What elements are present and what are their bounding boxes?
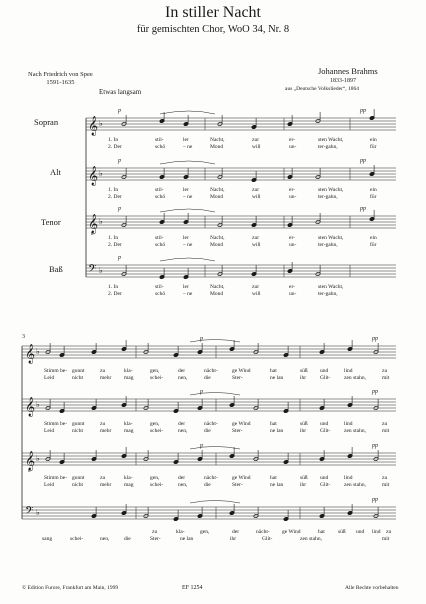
lyric-verse2: nen, [178,482,188,488]
poet-name: Nach Friedrich von Spee [28,71,93,78]
lyric-verse2: nen, [100,536,110,542]
page-subtitle: für gemischten Chor, WoO 34, Nr. 8 [136,24,290,35]
dynamic-p: p [118,108,121,114]
lyric-verse1: zu [100,421,106,427]
lyric-verse2: schö [155,194,166,200]
lyric-verse2: Mond [210,194,224,200]
dynamic-pp: pp [360,108,366,114]
lyric-verse2: ihr [230,536,237,542]
lyric-verse2: Ster- [232,482,243,488]
dynamic-p: p [118,255,121,261]
lyric-verse1: sten Wacht, [318,235,344,241]
lyric-verse1: der [178,421,186,427]
lyric-verse1: ge Wind [232,368,251,374]
lyric-verse1: hat [270,475,277,481]
lyric-verse2: ter-gahn, [318,194,338,200]
dynamic-pp: pp [372,336,378,342]
source-credit: aus „Deutsche Volkslieder“, 1864 [285,86,360,92]
dynamic-p: p [118,158,121,164]
system2-staff-treble-clef: 𝄞 [25,451,36,470]
dynamic-p: p [200,443,203,449]
lyric-verse2: ne lan [270,428,284,434]
lyric-verse1: der [232,529,240,535]
lyric-verse2: Mond [210,291,224,297]
lyric-verse2: die [204,482,211,488]
poet-dates: 1591-1635 [46,79,75,86]
system2-staff-flat: ♭ [36,347,40,356]
voice-label-alto: Alt [50,167,61,177]
hairpin-crescendo [160,111,215,114]
lyric-verse1: nächt- [256,529,270,535]
lyric-verse2: mehr [100,375,112,381]
lyric-verse1: ge Wind [232,421,251,427]
lyric-verse2: will [252,144,261,150]
lyric-verse2: Leid [44,428,55,434]
lyric-verse2: Glit- [320,482,331,488]
lyric-verse2: ihr [300,375,307,381]
lyric-verse2: schö [155,144,166,150]
lyric-verse2: un- [289,144,297,150]
lyric-verse2: die [204,375,211,381]
dynamic-pp: pp [372,497,378,503]
lyric-verse1: Nacht, [210,187,225,193]
lyric-verse2: will [252,194,261,200]
composer-dates: 1833-1897 [330,78,356,84]
lyric-verse1: zu [100,475,106,481]
voice-label-tenor: Tenor [41,217,61,227]
lyric-verse1: ler [183,235,189,241]
lyric-verse2: 2. Der [108,242,122,248]
hairpin-crescendo [190,340,240,343]
lyric-verse1: stil- [155,235,164,241]
lyric-verse2: schei- [70,536,84,542]
lyric-verse2: – ne [183,194,193,200]
lyric-verse1: gen, [150,368,160,374]
voice-label-bass: Baß [49,264,63,274]
lyric-verse2: für [370,194,377,200]
lyric-verse1: und [356,529,365,535]
lyric-verse1: süß [300,421,308,427]
lyric-verse2: die [124,536,131,542]
hairpin-crescendo [160,258,215,261]
lyric-verse1: sten Wacht, [318,187,344,193]
system1-staff-octave-mark: 8 [91,232,94,237]
system1-staff-flat: ♭ [99,217,103,226]
lyric-verse2: mehr [100,482,112,488]
dynamic-pp: pp [372,389,378,395]
lyric-verse2: ter-gahn, [318,144,338,150]
lyric-verse1: der [178,475,186,481]
lyric-verse2: nicht [72,482,83,488]
dynamic-p: p [118,206,121,212]
lyric-verse2: mit [382,375,390,381]
lyric-verse2: Mond [210,144,224,150]
lyric-verse1: zur [252,187,260,193]
system1-staff-treble-clef: 𝄞 [88,166,99,185]
lyric-verse1: ler [183,137,189,143]
lyric-verse1: lind [372,529,381,535]
system2-staff-flat: ♭ [36,508,40,517]
system1-staff-flat: ♭ [99,119,103,128]
lyric-verse1: sten Wacht, [318,284,344,290]
hairpin-crescendo [160,161,215,164]
lyric-verse2: nicht [72,375,83,381]
lyric-verse2: mit [382,428,390,434]
dynamic-pp: pp [372,443,378,449]
lyric-verse2: – ne [183,291,193,297]
dynamic-pp: pp [360,158,366,164]
lyric-verse2: nen, [178,428,188,434]
lyric-verse1: lind [344,368,353,374]
lyric-verse2: ter-gahn, [318,242,338,248]
lyric-verse2: schei- [150,482,164,488]
lyric-verse1: hat [270,421,277,427]
system1-staff-flat: ♭ [99,169,103,178]
lyric-verse2: Mond [210,242,224,248]
lyric-verse1: zu [382,475,388,481]
measure-number: 3 [22,334,25,340]
voice-label-soprano: Sopran [34,117,59,127]
lyric-verse1: ler [183,187,189,193]
system2-staff-treble-clef: 𝄞 [25,344,36,363]
lyric-verse1: zu [100,368,106,374]
lyric-verse2: schei- [150,375,164,381]
lyric-verse1: ein [370,187,377,193]
lyric-verse1: und [320,421,329,427]
lyric-verse2: ne lan [270,375,284,381]
plate-number: EF 1254 [182,585,203,591]
composer-name: Johannes Brahms [318,66,378,76]
lyric-verse1: lind [344,421,353,427]
lyric-verse1: gen, [150,421,160,427]
lyric-verse1: gen, [200,529,210,535]
lyric-verse1: er- [289,235,295,241]
lyric-verse1: Nacht, [210,235,225,241]
dynamic-pp: pp [360,206,366,212]
lyric-verse2: will [252,291,261,297]
lyric-verse2: die [204,428,211,434]
lyric-verse1: zu [382,421,388,427]
lyric-verse1: kla- [124,421,133,427]
lyric-verse2: will [252,242,261,248]
lyric-verse1: gunnt [72,368,85,374]
lyric-verse1: stil- [155,187,164,193]
lyric-verse2: sang [42,536,53,542]
lyric-verse1: zur [252,284,260,290]
hairpin-crescendo [190,501,240,504]
lyric-verse2: Ster- [232,375,243,381]
lyric-verse1: und [320,475,329,481]
lyric-verse1: kla- [124,475,133,481]
lyric-verse1: er- [289,137,295,143]
lyric-verse1: 1. In [108,235,119,241]
lyric-verse2: Leid [44,375,55,381]
lyric-verse2: Leid [44,482,55,488]
lyric-verse2: mag [124,482,134,488]
lyric-verse2: un- [289,242,297,248]
lyric-verse2: 2. Der [108,144,122,150]
lyric-verse2: Ster- [232,428,243,434]
system2-staff-octave-mark: 8 [28,469,31,474]
lyric-verse1: ler [183,284,189,290]
lyric-verse1: Stimm be- [44,421,68,427]
lyric-verse2: Glit- [320,428,331,434]
lyric-verse1: sten Wacht, [318,137,344,143]
lyric-verse1: er- [289,284,295,290]
lyric-verse1: kla- [124,368,133,374]
system2-staff-treble-clef: 𝄞 [25,397,36,416]
lyric-verse1: ein [370,235,377,241]
lyric-verse1: stil- [155,284,164,290]
lyric-verse2: zen stahn, [300,536,322,542]
lyric-verse2: Glit- [320,375,331,381]
lyric-verse2: ne lan [270,482,284,488]
lyric-verse1: er- [289,187,295,193]
lyric-verse2: un- [289,291,297,297]
system1-staff-treble-clef: 𝄞 [88,214,99,233]
lyric-verse2: zen stahn, [344,482,366,488]
lyric-verse1: hat [318,529,325,535]
lyric-verse1: stil- [155,137,164,143]
lyric-verse1: ge Wind [232,475,251,481]
lyric-verse1: Nacht, [210,137,225,143]
lyric-verse1: nächt- [204,421,218,427]
lyric-verse1: nächt- [204,475,218,481]
lyric-verse2: Ster- [150,536,161,542]
lyric-verse1: kla- [176,529,185,535]
lyric-verse1: ein [370,137,377,143]
lyric-verse2: schö [155,291,166,297]
lyric-verse2: zen stahn, [344,428,366,434]
lyric-verse1: 1. In [108,284,119,290]
lyric-verse2: zen stahn, [344,375,366,381]
lyric-verse1: zu [152,529,158,535]
lyric-verse2: mag [124,428,134,434]
lyric-verse1: zur [252,137,260,143]
system2-staff-flat: ♭ [36,454,40,463]
lyric-verse2: – ne [183,242,193,248]
lyric-verse1: gen, [150,475,160,481]
hairpin-crescendo [190,447,240,450]
lyric-verse2: nen, [178,375,188,381]
lyric-verse1: nächt- [204,368,218,374]
lyric-verse1: 1. In [108,137,119,143]
lyric-verse2: ihr [300,482,307,488]
lyric-verse2: mit [382,482,390,488]
lyric-verse2: Glit- [262,536,273,542]
lyric-verse1: hat [270,368,277,374]
lyric-verse1: zu [386,529,392,535]
lyric-verse1: und [320,368,329,374]
dynamic-p: p [200,336,203,342]
lyric-verse2: mehr [100,428,112,434]
lyric-verse1: gunnt [72,475,85,481]
page-title: In stiller Nacht [165,4,261,21]
lyric-verse1: Stimm be- [44,475,68,481]
lyric-verse1: süß [300,475,308,481]
lyric-verse1: Stimm be- [44,368,68,374]
copyright-notice: © Edition Furore, Frankfurt am Main, 1999 [22,585,119,591]
system1-staff-flat: ♭ [99,266,103,275]
dynamic-p: p [200,389,203,395]
lyric-verse2: mag [124,375,134,381]
lyric-verse2: ihr [300,428,307,434]
lyric-verse1: der [178,368,186,374]
lyric-verse2: ter-gahn, [318,291,338,297]
lyric-verse1: gunnt [72,421,85,427]
hairpin-crescendo [160,209,215,212]
tempo-marking: Etwas langsam [99,88,142,96]
lyric-verse2: 2. Der [108,194,122,200]
lyric-verse2: nicht [72,428,83,434]
lyric-verse1: süß [338,529,346,535]
lyric-verse1: Nacht, [210,284,225,290]
lyric-verse1: zur [252,235,260,241]
lyric-verse1: ge Wind [282,529,301,535]
lyric-verse2: für [370,242,377,248]
lyric-verse2: un- [289,194,297,200]
lyric-verse2: – ne [183,144,193,150]
lyric-verse1: lind [344,475,353,481]
lyric-verse2: schö [155,242,166,248]
lyric-verse2: mit [382,536,390,542]
lyric-verse2: schei- [150,428,164,434]
system2-staff-flat: ♭ [36,400,40,409]
lyric-verse2: für [370,144,377,150]
lyric-verse2: 2. Der [108,291,122,297]
hairpin-crescendo [190,393,240,396]
lyric-verse2: ne lan [180,536,194,542]
lyric-verse1: 1. In [108,187,119,193]
lyric-verse1: süß [300,368,308,374]
system1-staff-treble-clef: 𝄞 [88,116,99,135]
lyric-verse1: zu [382,368,388,374]
system1-staff-bass-clef: 𝄢 [88,262,97,277]
system2-staff-bass-clef: 𝄢 [25,504,34,519]
rights-notice: Alle Rechte vorbehalten [345,585,399,591]
